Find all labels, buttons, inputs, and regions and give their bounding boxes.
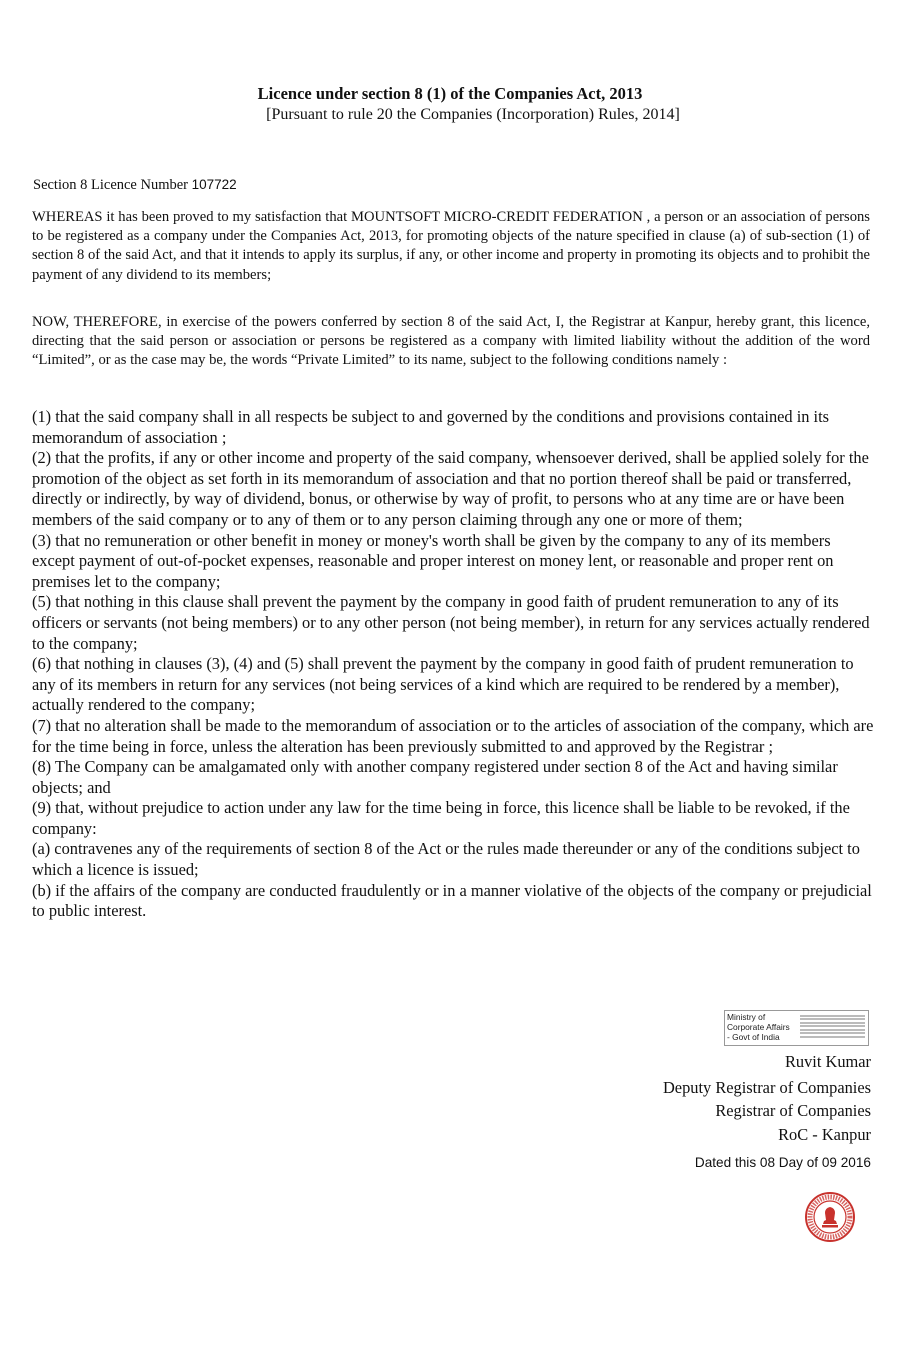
signatory-name: Ruvit Kumar (784, 1052, 871, 1071)
signatory-location: RoC - Kanpur (778, 1125, 871, 1144)
dated-line: Dated this 08 Day of 09 2016 (694, 1155, 871, 1170)
digital-signature-issuer (725, 1011, 797, 1045)
condition-item: (8) The Company can be amalgamated only with another company registered under section 8 of the Act and having similar objects; and (32, 757, 838, 797)
conditions-list (32, 407, 874, 922)
digital-signature-line: Corporate Affairs (727, 1022, 790, 1033)
digital-signature-box (724, 1010, 869, 1046)
condition-item: (b) if the affairs of the company are conducted fraudulently or in a manner violative of the objects of the company or prejudicial to public interest. (32, 880, 872, 921)
page-subtitle: [Pursuant to rule 20 the Companies (Incorporation) Rules, 2014] (266, 106, 680, 123)
digital-signature-line: Ministry of (727, 1012, 766, 1022)
now-therefore-paragraph: NOW, THEREFORE, in exercise of the powers conferred by section 8 of the said Act, I, the Registrar at Kanpur, hereby grant, this licence, directing that the said person or association or persons be registered as a company with limited liability without the addition of the word “Limited”, or as the case may be, the words “Private Limited” to its name, subject to the following conditions namely : (32, 314, 870, 369)
condition-item: (a) contravenes any of the requirements of section 8 of the Act or the rules made thereunder or any of the conditions subject to which a licence is issued; (32, 839, 860, 880)
licence-number-label: Section 8 Licence Number (33, 177, 189, 193)
ministry-seal-icon (804, 1191, 856, 1243)
whereas-paragraph: WHEREAS it has been proved to my satisfaction that MOUNTSOFT MICRO-CREDIT FEDERATION , a person or an association of persons to be registered as a company under the Companies Act, 2013, for promoting objects of the nature specified in clause (a) of sub-section (1) of section 8 of the said Act, and that it intends to apply its surplus, if any, or other income and property in promoting its objects and to prohibit the payment of any dividend to its members; (32, 209, 870, 283)
licence-number: 107722 (191, 177, 237, 192)
digital-signature-details (797, 1011, 868, 1045)
condition-item: (1) that the said company shall in all respects be subject to and governed by the conditions and provisions contained in its memorandum of association ; (32, 407, 830, 447)
condition-item: (2) that the profits, if any or other income and property of the said company, whensoever derived, shall be applied solely for the promotion of the object as set forth in its memorandum of association and that no portion thereof shall be paid or transferred, directly or indirectly, by way of dividend, bonus, or otherwise by way of profit, to persons who at any time are or have been members of the said company or to any of them or to any person claiming through any one or more of them; (32, 448, 869, 529)
signatory-office: Registrar of Companies (715, 1101, 871, 1120)
condition-item: (9) that, without prejudice to action under any law for the time being in force, this licence shall be liable to be revoked, if the company: (32, 798, 850, 838)
condition-item: (3) that no remuneration or other benefit in money or money's worth shall be given by the company to any of its members except payment of out-of-pocket expenses, reasonable and proper interest on money lent, or reasonable and proper rent on premises let to the company; (32, 530, 834, 591)
condition-item: (7) that no alteration shall be made to the memorandum of association or to the articles of association of the company, which are for the time being in force, unless the alteration has been previously submitted to and approved by the Registrar ; (32, 715, 874, 756)
condition-item: (6) that nothing in clauses (3), (4) and (5) shall prevent the payment by the company in good faith of prudent remuneration to any of its members in return for any services (not being services of a kind which are required to be rendered by a member), actually rendered to the company; (32, 654, 854, 715)
licence-number-line (33, 177, 237, 194)
signatory-designation: Deputy Registrar of Companies (662, 1078, 871, 1097)
condition-item: (5) that nothing in this clause shall prevent the payment by the company in good faith of prudent remuneration to any of its officers or servants (not being members) or to any other person (not being member), in return for any services actually rendered to the company; (32, 592, 870, 653)
page-title: Licence under section 8 (1) of the Companies Act, 2013 (257, 84, 643, 103)
digital-signature-line: - Govt of India (727, 1032, 780, 1043)
